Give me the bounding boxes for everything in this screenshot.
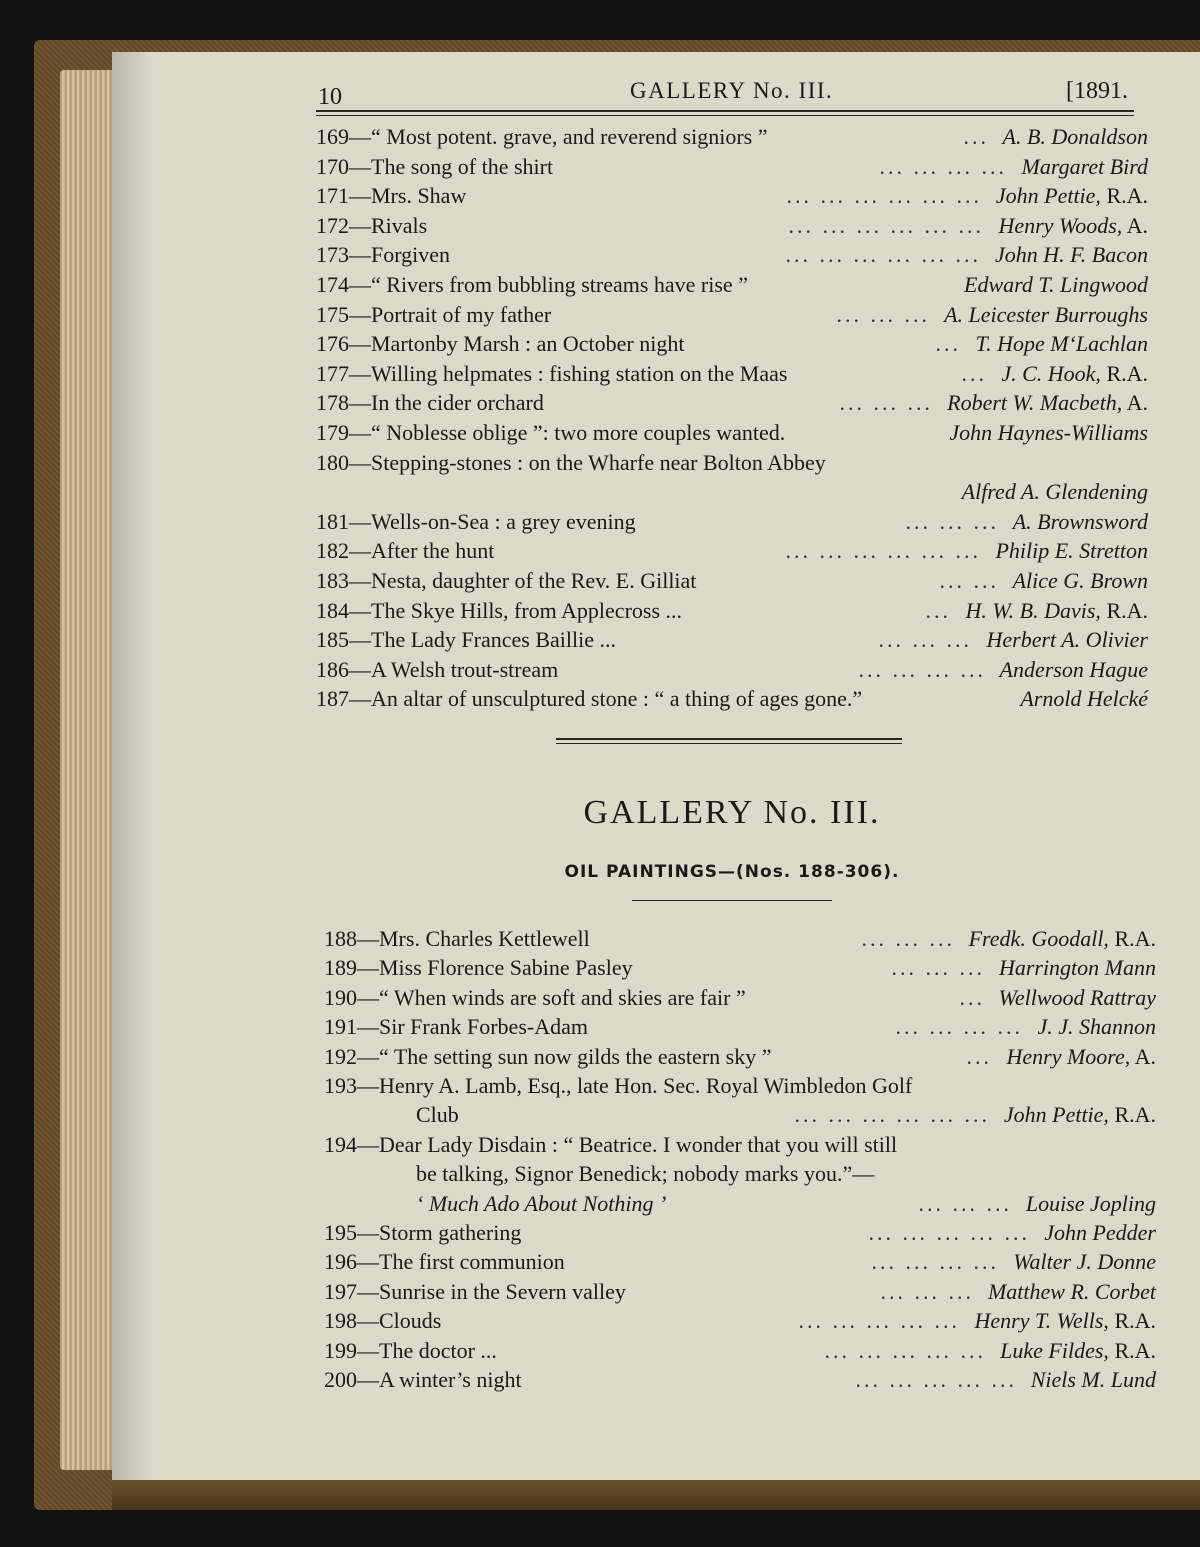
catalogue-entry [316,154,1148,182]
artist-honour: R.A. [1100,597,1148,623]
entry-title: 198—Clouds [324,1308,442,1334]
entry-title: 189—Miss Florence Sabine Pasley [324,955,633,981]
entry-title: 175—Portrait of my father [316,301,552,327]
artist-name: A. B. Donaldson [1002,124,1148,149]
artist-name: Edward T. Lingwood [964,272,1148,297]
artist-name: A. Brownsword [1012,508,1148,534]
entry-artist [1006,1044,1156,1070]
artist-name: Philip E. Stretton [995,538,1148,564]
entry-title: be talking, Signor Benedick; nobody marks you.”— [416,1161,875,1187]
leader-dots: ... ... ... [918,1190,1012,1216]
artist-name: John Haynes-Williams [949,420,1148,445]
artist-name: Henry T. Wells, [974,1308,1109,1334]
entry-artist [1044,1220,1156,1246]
entry-title: 183—Nesta, daughter of the Rev. E. Gilliat [316,568,697,593]
catalogue-entry [324,985,1156,1013]
entry-title: 170—The song of the shirt [316,153,554,179]
leader-dots: ... ... ... [861,926,955,951]
catalogue-entry [316,479,1148,507]
entry-title: 196—The first communion [324,1249,565,1275]
leader-dots: ... ... ... ... [858,656,986,682]
leader-dots: ... ... ... ... [879,153,1007,179]
leader-dots: ... ... ... [839,390,933,416]
artist-name: John H. F. Bacon [995,242,1148,268]
entry-artist [944,302,1148,328]
entry-title: 172—Rivals [316,212,428,238]
entry-artist [962,479,1148,505]
artist-honour: R.A. [1108,926,1156,951]
cover-bottom [112,1480,1200,1510]
artist-name: Harrington Mann [998,955,1156,981]
entry-title: 177—Willing helpmates : fishing station on the Maas [316,360,788,386]
leader-dots: ... ... ... [880,1278,974,1304]
artist-name: Luke Fildes, [1000,1337,1109,1363]
artist-name: Alfred A. Glendening [961,479,1148,505]
leader-dots: ... ... ... [905,508,999,534]
leader-dots: ... [966,1043,992,1069]
artist-name: Walter J. Donne [1013,1249,1156,1275]
artist-honour: R.A. [1100,360,1148,386]
entry-artist [986,627,1148,653]
leader-dots: ... [935,331,961,357]
catalogue-entry [316,598,1148,626]
artist-name: Louise Jopling [1025,1190,1156,1216]
subtitle-rule [632,900,832,901]
entry-title: 180—Stepping-stones : on the Wharfe near Bolton Abbey [316,449,826,475]
entry-artist [1003,124,1148,150]
catalogue-entry [324,1308,1156,1336]
catalogue-entry [316,538,1148,566]
catalogue-entry [316,509,1148,537]
entry-title: 190—“ When winds are soft and skies are fair ” [324,984,746,1010]
entry-title: 171—Mrs. Shaw [316,183,467,209]
header-rule [316,110,1134,112]
catalogue-entry [316,183,1148,211]
artist-name: Wellwood Rattray [998,984,1156,1010]
entry-artist [965,598,1148,624]
entry-title: 173—Forgiven [316,242,451,268]
catalogue-entry [316,657,1148,685]
artist-name: Fredk. Goodall, [968,926,1109,951]
entry-artist [975,331,1148,357]
catalogue-entry [316,242,1148,270]
entry-title: 176—Martonby Marsh : an October night [316,331,685,357]
entry-title: 191—Sir Frank Forbes-Adam [324,1014,588,1040]
entry-artist [1037,1014,1156,1040]
artist-name: Alice G. Brown [1012,568,1148,593]
entry-title: 193—Henry A. Lamb, Esq., late Hon. Sec. Royal Wimbledon Golf [324,1073,913,1098]
artist-name: T. Hope M‘Lachlan [975,331,1148,357]
catalogue-entry [316,627,1148,655]
entry-artist [974,1308,1156,1334]
entry-artist [995,242,1148,268]
catalogue-entry [324,1132,1156,1160]
entry-artist [947,390,1148,416]
artist-name: John Pettie, [1003,1102,1109,1128]
entry-title: ‘ Much Ado About Nothing ’ [416,1190,667,1216]
catalogue-entry [416,1161,1156,1189]
leader-dots: ... ... ... ... ... ... [788,212,984,238]
catalogue-entry [316,124,1148,152]
entry-title: 184—The Skye Hills, from Applecross ... [316,597,683,623]
entry-artist [1013,1249,1156,1275]
leader-dots: ... ... [939,568,999,593]
artist-name: Henry Woods, [998,212,1123,238]
entry-artist [995,538,1148,564]
entry-title: 182—After the hunt [316,538,495,564]
leader-dots: ... ... ... [836,301,930,327]
leader-dots: ... ... ... ... ... ... [794,1102,990,1128]
artist-name: Robert W. Macbeth, [947,390,1123,416]
entry-artist [996,183,1148,209]
section-subtitle: OIL PAINTINGS—(Nos. 188-306). [564,862,900,882]
catalogue-entry [316,302,1148,330]
entry-artist [949,420,1148,446]
catalogue-entry [324,1220,1156,1248]
entry-title: 188—Mrs. Charles Kettlewell [324,926,590,951]
leader-dots: ... [963,124,989,149]
entry-artist [1026,1191,1156,1217]
entry-artist [998,213,1148,239]
artist-name: Margaret Bird [1021,153,1148,179]
catalogue-entry [316,361,1148,389]
catalogue-entry [316,331,1148,359]
entry-title: 181—Wells-on-Sea : a grey evening [316,508,636,534]
artist-honour: R.A. [1108,1308,1156,1334]
entry-title: 186—A Welsh trout-stream [316,656,559,682]
section-title: GALLERY No. III. [583,794,881,831]
entry-title: 199—The doctor ... [324,1337,497,1363]
entry-title: 179—“ Noblesse oblige ”: two more couples wanted. [316,420,786,445]
entry-title: 197—Sunrise in the Severn valley [324,1278,626,1304]
section-divider-thin [556,743,902,744]
entry-artist [1013,568,1148,594]
entry-artist [1031,1367,1156,1393]
catalogue-entry [316,390,1148,418]
artist-name: J. C. Hook, [1001,360,1101,386]
entry-artist [988,1279,1156,1305]
artist-name: Niels M. Lund [1030,1367,1156,1392]
artist-name: J. J. Shannon [1037,1014,1156,1040]
entry-artist [1004,1102,1156,1128]
artist-name: Anderson Hague [999,656,1148,682]
artist-name: H. W. B. Davis, [965,597,1101,623]
leader-dots: ... [959,984,985,1010]
catalogue-entry [324,1367,1156,1395]
leader-dots: ... [961,360,987,386]
book-page [112,52,1200,1480]
catalogue-entry [316,568,1148,596]
leader-dots: ... [925,597,951,623]
entry-title: 194—Dear Lady Disdain : “ Beatrice. I wonder that you will still [324,1131,898,1157]
entry-title: 169—“ Most potent. grave, and reverend signiors ” [316,124,768,149]
catalogue-entry [324,926,1156,954]
entry-artist [999,955,1156,981]
catalogue-entry [324,1073,1156,1101]
leader-dots: ... ... ... ... ... ... [786,183,982,209]
catalogue-entry [324,1249,1156,1277]
entry-title: 187—An altar of unsculptured stone : “ a thing of ages gone.” [316,686,863,712]
catalogue-entry [316,272,1148,300]
artist-name: John Pettie, [995,183,1101,209]
catalogue-entry [324,1338,1156,1366]
leader-dots: ... ... ... ... [895,1014,1023,1040]
artist-name: Arnold Helcké [1020,686,1148,712]
running-header-title: GALLERY No. III. [630,78,834,103]
entry-artist [1020,686,1148,712]
catalogue-entry [324,1044,1156,1072]
artist-name: Matthew R. Corbet [987,1278,1156,1304]
catalogue-entry [324,1014,1156,1042]
leader-dots: ... ... ... ... [871,1249,999,1275]
catalogue-entry [416,1102,1156,1130]
artist-name: Henry Moore, [1006,1043,1131,1069]
artist-name: John Pedder [1044,1220,1156,1245]
section-divider [556,738,902,740]
entry-title: 192—“ The setting sun now gilds the eastern sky ” [324,1043,772,1069]
entry-artist [1022,154,1149,180]
catalogue-entry [416,1191,1156,1219]
entry-title: 195—Storm gathering [324,1220,522,1245]
artist-name: A. Leicester Burroughs [944,301,1148,327]
leader-dots: ... ... ... ... ... [798,1308,960,1334]
artist-honour: R.A. [1100,183,1148,209]
catalogue-entry [316,450,1148,478]
artist-honour: R.A. [1108,1102,1156,1128]
page-edges [60,70,120,1470]
artist-honour: A. [1122,390,1148,416]
page-number: 10 [318,84,342,110]
catalogue-entry [316,686,1148,714]
artist-honour: A. [1122,212,1148,238]
running-header-year: [1891. [1066,78,1128,104]
entry-artist [1000,1338,1156,1364]
artist-name: Herbert A. Olivier [986,627,1148,653]
catalogue-entry [316,213,1148,241]
entry-title: 200—A winter’s night [324,1367,522,1392]
catalogue-entry [324,955,1156,983]
leader-dots: ... ... ... [878,627,972,653]
artist-honour: R.A. [1108,1337,1156,1363]
entry-title: 174—“ Rivers from bubbling streams have rise ” [316,272,748,297]
entry-artist [1000,657,1148,683]
header-rule-thin [316,115,1134,116]
leader-dots: ... ... ... ... ... ... [785,242,981,268]
leader-dots: ... ... ... ... ... [824,1337,986,1363]
entry-title: 178—In the cider orchard [316,390,544,416]
entry-artist [1001,361,1148,387]
catalogue-entry [316,420,1148,448]
leader-dots: ... ... ... ... ... [855,1367,1017,1392]
leader-dots: ... ... ... ... ... [868,1220,1030,1245]
entry-artist [999,985,1156,1011]
entry-artist [1013,509,1148,535]
leader-dots: ... ... ... ... ... ... [785,538,981,564]
leader-dots: ... ... ... [891,955,985,981]
entry-artist [964,272,1148,298]
entry-title: 185—The Lady Frances Baillie ... [316,627,616,653]
entry-artist [969,926,1156,952]
artist-honour: A. [1130,1043,1156,1069]
entry-title: Club [416,1102,459,1128]
catalogue-entry [324,1279,1156,1307]
